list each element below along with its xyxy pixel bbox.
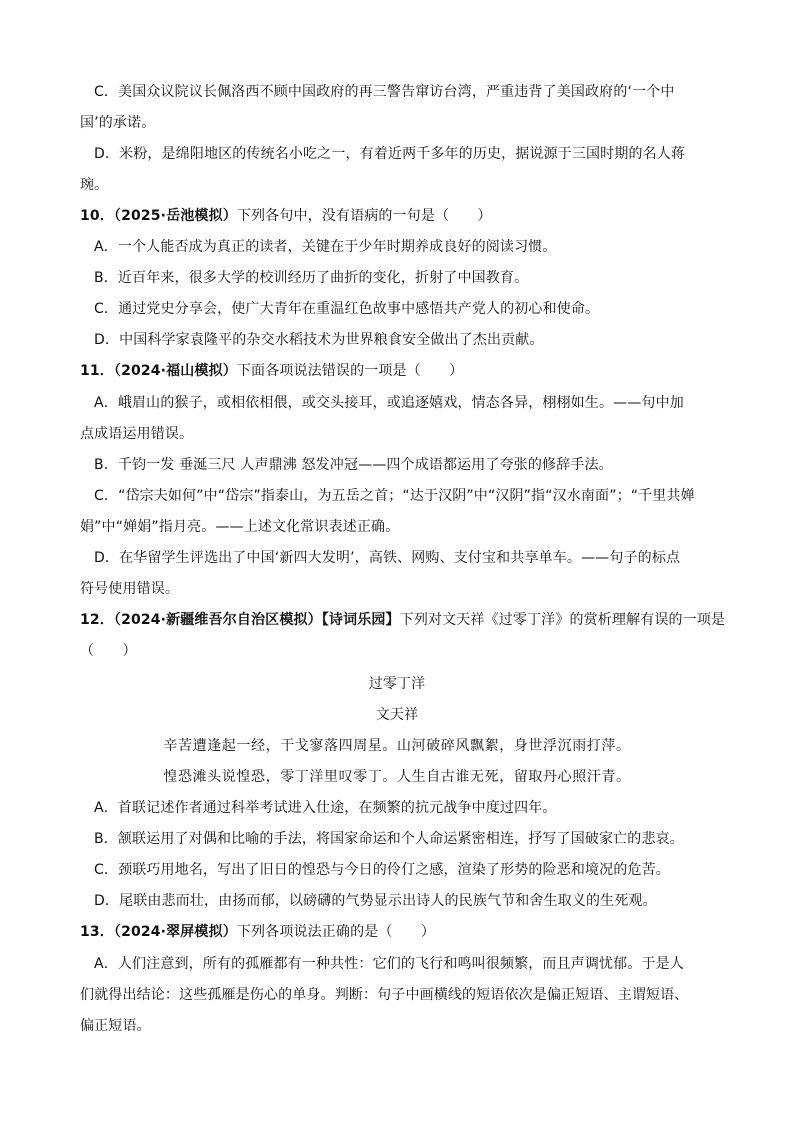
q11-option-b: B．千钧一发 垂涎三尺 人声鼎沸 怒发冲冠——四个成语都运用了夸张的修辞手法。	[94, 457, 613, 473]
q9-option-d-line2: 琬。	[80, 177, 109, 193]
q13-option-a-line1: A．人们注意到，所有的孤雁都有一种共性：它们的飞行和鸣叫很频繁，而且声调忧郁。于是人	[94, 956, 684, 972]
q12-option-d: D．尾联由悲而壮，由扬而郁，以磅礴的气势显示出诗人的民族气节和舍生取义的生死观。	[94, 893, 657, 909]
q11-stem	[80, 361, 463, 381]
q11-option-a-line1: A．峨眉山的猴子，或相依相偎，或交头接耳，或追逐嬉戏，情态各异，栩栩如生。——句中加	[94, 395, 684, 411]
q9-option-d-line1: D．米粉，是绵阳地区的传统名小吃之一，有着近两千多年的历史，据说源于三国时期的名人蒋	[94, 146, 686, 162]
q11-option-c-line1: C．“岱宗夫如何”中“岱宗”指泰山，为五岳之首；“达于汉阴”中“汉阴”指“汉水南面”；“千里共婵	[94, 488, 695, 504]
q11-text: 下面各项说法错误的一项是（ ）	[236, 363, 464, 379]
q13-option-a-line3: 偏正短语。	[80, 1018, 151, 1034]
q13-stem	[80, 922, 435, 942]
poem-line-1: 辛苦遭逢起一经，干戈寥落四周星。山河破碎风飘絮，身世浮沉雨打萍。	[163, 738, 631, 754]
q10-text: 下列各句中，没有语病的一句是（ ）	[236, 208, 492, 224]
q12-option-b: B．颔联运用了对偶和比喻的手法，将国家命运和个人命运紧密相连，抒写了国破家亡的悲哀。	[94, 831, 684, 847]
q10-option-d: D．中国科学家袁隆平的杂交水稻技术为世界粮食安全做出了杰出贡献。	[94, 332, 544, 348]
q12-option-a: A．首联记述作者通过科举考试进入仕途，在频繁的抗元战争中度过四年。	[94, 800, 557, 816]
q12-stem	[80, 610, 725, 630]
q10-option-a: A．一个人能否成为真正的读者，关键在于少年时期养成良好的阅读习惯。	[94, 239, 557, 255]
q13-number: 13．（2024·翠屏模拟）	[80, 924, 237, 940]
q10-option-c: C．通过党史分享会，使广大青年在重温红色故事中感悟共产党人的初心和使命。	[94, 301, 600, 317]
poem-author: 文天祥	[375, 707, 419, 723]
q12-text: 下列对文天祥《过零丁洋》的赏析理解有误的一项是	[399, 612, 726, 628]
q12-number: 12．（2024·新疆维吾尔自治区模拟）【诗词乐园】	[80, 612, 400, 628]
q12-option-c: C．颈联巧用地名，写出了旧日的惶恐与今日的伶仃之感，渲染了形势的险恶和境况的危苦。	[94, 862, 670, 878]
q11-option-a-line2: 点成语运用错误。	[80, 426, 194, 442]
q13-option-a-line2: 们就得出结论：这些孤雁是伤心的单身。判断：句子中画横线的短语依次是偏正短语、主谓短语、	[80, 987, 689, 1003]
q10-option-b: B．近百年来，很多大学的校训经历了曲折的变化，折射了中国教育。	[94, 270, 529, 286]
q10-number: 10．（2025·岳池模拟）	[80, 208, 237, 224]
q9-option-c-line1: C．美国众议院议长佩洛西不顾中国政府的再三警告窜访台湾，严重违背了美国政府的‘一个中	[94, 84, 675, 100]
q12-answer-paren: （ ）	[80, 643, 137, 659]
q10-stem	[80, 206, 492, 226]
q11-option-c-line2: 娟”中“婵娟”指月亮。——上述文化常识表述正确。	[80, 519, 400, 535]
poem-line-2: 惶恐滩头说惶恐，零丁洋里叹零丁。人生自古谁无死，留取丹心照汗青。	[163, 769, 631, 785]
q11-option-d-line2: 符号使用错误。	[80, 581, 180, 597]
q9-option-c-line2: 国’的承诺。	[80, 115, 156, 131]
poem-title: 过零丁洋	[368, 676, 426, 692]
q11-number: 11．（2024·福山模拟）	[80, 363, 237, 379]
q11-option-d-line1: D．在华留学生评选出了中国‘新四大发明’，高铁、网购、支付宝和共享单车。——句子的标点	[94, 550, 681, 566]
q13-text: 下列各项说法正确的是（ ）	[236, 924, 435, 940]
